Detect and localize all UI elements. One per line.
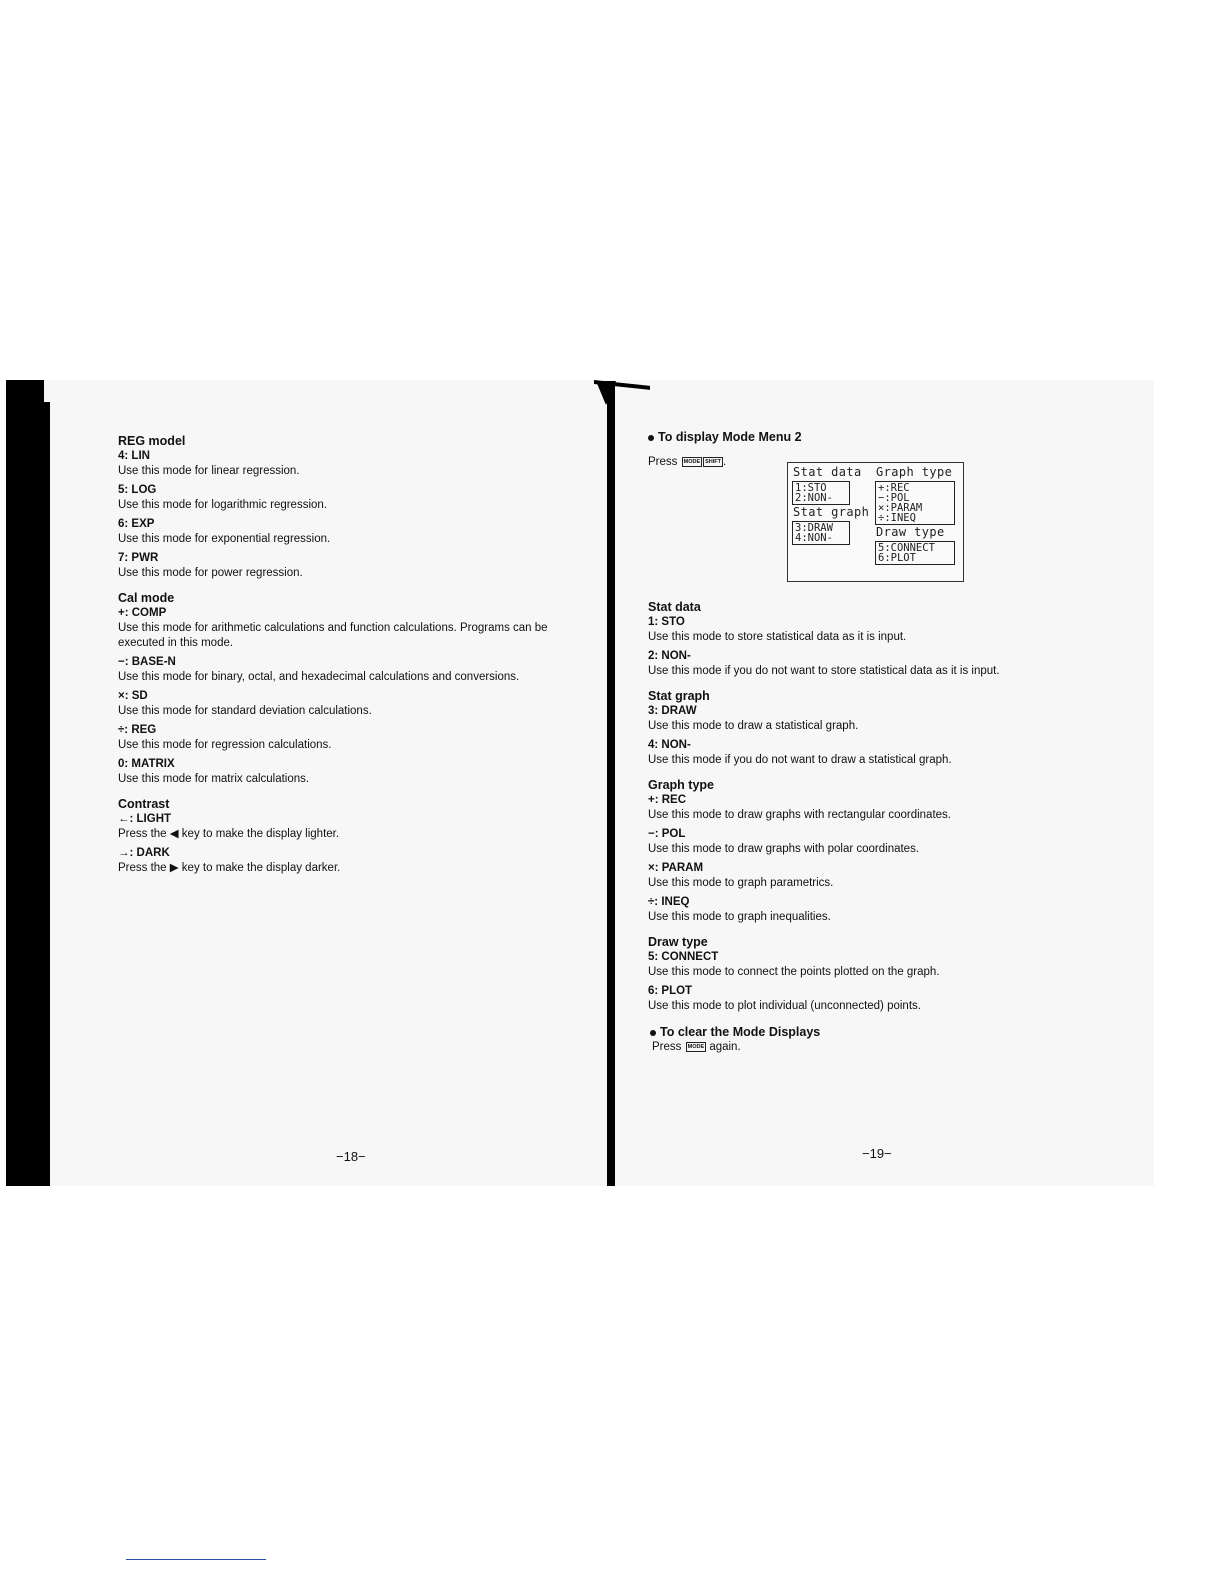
- mode-key-label: 4: LIN: [118, 450, 150, 462]
- mode-description: Press the ▶ key to make the display darker.: [118, 862, 341, 874]
- mode-description: Use this mode for exponential regression.: [118, 533, 331, 545]
- mode-description: Use this mode for arithmetic calculations and function calculations. Programs can be executed in this mode.: [118, 622, 548, 649]
- clear-mode-heading-text: To clear the Mode Displays: [660, 1025, 821, 1039]
- mode-item: [648, 950, 1068, 980]
- mode-description: Use this mode to graph inequalities.: [648, 911, 831, 923]
- bullet-icon: [650, 1030, 656, 1036]
- mode-key-label: 7: PWR: [118, 552, 159, 564]
- clear-press-text: Press: [652, 1041, 682, 1053]
- mode-description: Use this mode for power regression.: [118, 567, 303, 579]
- lcd-line: 5:CONNECT: [878, 542, 935, 554]
- mode-description: Use this mode for regression calculations.: [118, 739, 332, 751]
- lcd-line: 4:NON-: [795, 532, 833, 544]
- mode-key-label: ×: PARAM: [648, 862, 704, 874]
- section-title: Cal mode: [118, 591, 175, 605]
- mode-item: [118, 483, 588, 513]
- mode-description: Use this mode to draw graphs with rectangular coordinates.: [648, 809, 951, 821]
- mode-item: [118, 606, 588, 651]
- press-text: Press: [648, 456, 678, 468]
- mode-item: [118, 846, 588, 876]
- page-number-right: −19−: [862, 1146, 892, 1161]
- mode-key-label: +: COMP: [118, 607, 167, 619]
- mode-key-label: ←: LIGHT: [118, 813, 172, 825]
- mode-description: Use this mode if you do not want to store statistical data as it is input.: [648, 665, 1000, 677]
- lcd-stat-data-label: Stat data: [793, 465, 862, 479]
- lcd-draw-type-options: [875, 541, 955, 565]
- mode-section: [648, 935, 1068, 1014]
- section-title: Stat graph: [648, 689, 710, 703]
- clear-mode-heading: [650, 1025, 820, 1039]
- mode-item: [648, 793, 1068, 823]
- mode-key-label: −: POL: [648, 828, 686, 840]
- mode-description: Use this mode to store statistical data as it is input.: [648, 631, 907, 643]
- mode-description: Use this mode to plot individual (unconnected) points.: [648, 1000, 921, 1012]
- mode-description: Use this mode for matrix calculations.: [118, 773, 310, 785]
- mode-description: Use this mode to draw graphs with polar coordinates.: [648, 843, 920, 855]
- mode-key-label: →: DARK: [118, 847, 170, 859]
- section-title: Draw type: [648, 935, 708, 949]
- section-title: REG model: [118, 434, 186, 448]
- mode-section: [118, 591, 588, 787]
- lcd-line: −:POL: [878, 492, 910, 504]
- mode-key-label: ÷: INEQ: [648, 896, 690, 908]
- left-binding-edge: [6, 380, 50, 1186]
- right-page-content: [648, 600, 1068, 1024]
- mode-item: [118, 517, 588, 547]
- mode-item: [648, 984, 1068, 1014]
- mode-item: [118, 757, 588, 787]
- mode-description: Use this mode for logarithmic regression.: [118, 499, 327, 511]
- mode-key-label: +: REC: [648, 794, 687, 806]
- lcd-line: 6:PLOT: [878, 552, 916, 564]
- lcd-line: 1:STO: [795, 482, 827, 494]
- lcd-line: 2:NON-: [795, 492, 833, 504]
- mode-item: [648, 861, 1068, 891]
- mode-menu-2-heading-text: To display Mode Menu 2: [658, 430, 802, 444]
- mode-key-label: 0: MATRIX: [118, 758, 175, 770]
- footer-rule: [126, 1559, 266, 1560]
- mode-key-label: ×: SD: [118, 690, 148, 702]
- mode-key-label: −: BASE-N: [118, 656, 176, 668]
- mode-key-icon: MODE: [687, 1043, 705, 1050]
- mode-item: [118, 689, 588, 719]
- mode-item: [118, 655, 588, 685]
- mode-item: [648, 704, 1068, 734]
- lcd-stat-graph-options: [792, 521, 850, 545]
- mode-key-label: 1: STO: [648, 616, 685, 628]
- section-title: Graph type: [648, 778, 714, 792]
- left-page-content: [118, 434, 588, 886]
- mode-key-label: 6: EXP: [118, 518, 155, 530]
- mode-item: [118, 723, 588, 753]
- mode-item: [118, 449, 588, 479]
- clear-press-instruction: [652, 1041, 741, 1053]
- mode-section: [118, 434, 588, 581]
- mode-item: [648, 649, 1068, 679]
- clear-press-suffix: again.: [709, 1041, 741, 1053]
- mode-item: [648, 895, 1068, 925]
- page-number-left: −18−: [336, 1149, 366, 1164]
- mode-key-label: 2: NON-: [648, 650, 691, 662]
- mode-item: [118, 812, 588, 842]
- bullet-icon: [648, 435, 654, 441]
- lcd-graph-type-options: [875, 481, 955, 525]
- mode-key-label: 3: DRAW: [648, 705, 697, 717]
- press-suffix: .: [723, 456, 727, 468]
- mode-description: Use this mode to draw a statistical graph.: [648, 720, 859, 732]
- mode-description: Use this mode to connect the points plotted on the graph.: [648, 966, 940, 978]
- shift-key-icon: SHIFT: [705, 458, 721, 465]
- press-instruction: [648, 456, 726, 468]
- mode-section: [648, 689, 1068, 768]
- mode-section: [648, 778, 1068, 925]
- left-binding-notch: [44, 380, 58, 402]
- mode-description: Use this mode for binary, octal, and hexadecimal calculations and conversions.: [118, 671, 520, 683]
- mode-menu-2-display: [787, 462, 964, 582]
- lcd-draw-type-label: Draw type: [876, 525, 945, 539]
- lcd-line: +:REC: [878, 482, 910, 494]
- mode-key-label: ÷: REG: [118, 724, 157, 736]
- mode-key-label: 6: PLOT: [648, 985, 693, 997]
- mode-description: Use this mode if you do not want to draw a statistical graph.: [648, 754, 952, 766]
- mode-item: [118, 551, 588, 581]
- mode-key-label: 4: NON-: [648, 739, 691, 751]
- mode-description: Press the ◀ key to make the display lighter.: [118, 828, 340, 840]
- mode-key-label: 5: LOG: [118, 484, 157, 496]
- mode-section: [648, 600, 1068, 679]
- mode-item: [648, 738, 1068, 768]
- mode-item: [648, 827, 1068, 857]
- mode-description: Use this mode for standard deviation calculations.: [118, 705, 372, 717]
- section-title: Stat data: [648, 600, 701, 614]
- section-title: Contrast: [118, 797, 170, 811]
- mode-description: Use this mode to graph parametrics.: [648, 877, 834, 889]
- lcd-line: ×:PARAM: [878, 502, 923, 514]
- mode-item: [648, 615, 1068, 645]
- lcd-stat-data-options: [792, 481, 850, 505]
- mode-key-icon: MODE: [683, 458, 701, 465]
- center-spine: [607, 382, 615, 1186]
- mode-menu-2-heading: [648, 430, 802, 444]
- mode-key-label: 5: CONNECT: [648, 951, 719, 963]
- lcd-stat-graph-label: Stat graph: [793, 505, 870, 519]
- lcd-line: 3:DRAW: [795, 522, 833, 534]
- lcd-graph-type-label: Graph type: [876, 465, 953, 479]
- lcd-line: ÷:INEQ: [878, 512, 916, 524]
- mode-section: [118, 797, 588, 876]
- mode-description: Use this mode for linear regression.: [118, 465, 300, 477]
